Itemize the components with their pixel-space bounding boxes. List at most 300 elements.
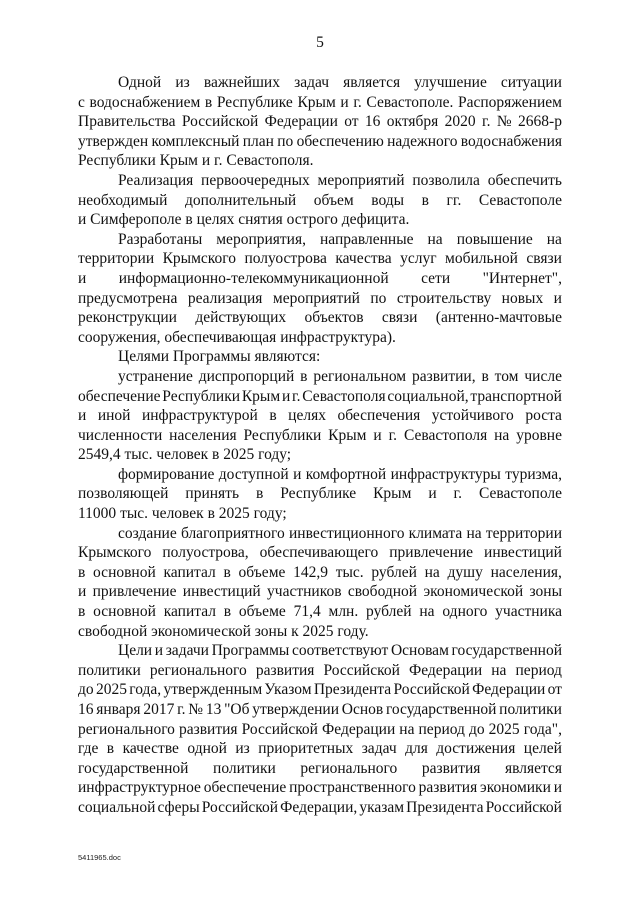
word: водоснабжением [89,93,201,111]
word: млн. [328,603,359,621]
word: реализация [187,289,263,307]
word: 71,4 [293,603,321,621]
word: Республики [78,152,160,170]
word: Одной [118,74,162,91]
word: основной [93,563,156,581]
word: Целями [118,348,173,366]
word: г. [353,93,362,111]
text-line [78,739,562,759]
word: года", [523,720,562,738]
word: задачи [165,642,209,660]
word: объектов [304,309,364,327]
word: диспропорций [198,367,295,385]
word: экономики [480,779,551,797]
word: связи [381,309,418,327]
word: и [154,642,164,660]
word: период [515,661,562,679]
word: дополнительный [184,191,297,209]
word: одной [187,740,227,758]
word: развития [255,661,315,679]
word: Федерации, [280,798,358,816]
word: рублей [366,603,412,621]
word: государственной [385,701,497,718]
word: предусмотрена [78,289,178,307]
text-line [78,641,562,661]
word: г. [482,113,491,131]
word: полуострова, [162,544,249,562]
word: Севастополе. [366,93,454,111]
text-line [78,308,562,328]
word: 2025 [488,720,520,738]
text-line [78,269,562,289]
word: 2025 [95,681,127,699]
text-line [78,778,562,798]
word: "Об [224,701,250,718]
word: Крым [297,93,336,111]
word: план [242,132,274,150]
word: улучшение [414,74,487,91]
text-line [78,171,562,191]
word: развития [421,759,481,777]
word: из [235,740,250,758]
word: Российской [241,720,318,738]
word: Разработаны [118,230,203,248]
word: инфраструктурой [141,407,258,425]
word: 2025 [218,505,254,523]
word: пространственного [289,779,416,797]
word: Севастополя [403,426,488,444]
word: на [427,230,443,248]
word: свободной [347,583,418,601]
word: 2025 [302,622,338,640]
word: Российской [485,798,562,816]
word: мероприятий [317,171,405,189]
text-line [78,700,562,720]
word: на [399,720,415,738]
word: тыс. [120,505,152,523]
word: политики [78,661,141,679]
word: Основам [390,642,449,660]
word: Основ [341,701,384,718]
text-line [78,563,562,583]
word: социальной [78,798,156,816]
word: ситуации [500,74,562,91]
word: Федерации [264,113,338,131]
word: сети [421,269,451,287]
word: человек [156,446,213,464]
word: информационно-телекоммуникационной [118,269,389,287]
word: и [340,93,349,111]
word: к [291,622,303,640]
word: на [466,524,482,542]
word: роста [525,407,562,425]
word: создание [118,524,177,542]
word: января [96,701,141,718]
word: утвержден [78,132,149,150]
word: иной [97,407,131,425]
text-line [78,191,562,211]
word: от [344,113,359,131]
word: населения, [490,563,562,581]
text-line [78,93,562,113]
word: г. [214,152,227,170]
word: 142,9 [293,563,328,581]
word: в [421,191,429,209]
text-line [78,73,562,93]
word: инфраструктурное [78,779,201,797]
word: Правительства [78,113,176,131]
word: Республике [280,485,357,503]
word: водоснабжения [460,132,562,150]
word: приоритетных [258,740,354,758]
word: принять [185,485,240,503]
word: Российской [201,798,279,816]
word: обеспечить [487,171,562,189]
word: является [504,759,562,777]
word: позволила [412,171,480,189]
text-line [78,112,562,132]
word: в [223,563,231,581]
word: с [78,93,85,111]
word: по [370,289,387,307]
word: по [277,132,294,150]
word: Реализация [118,171,194,189]
word: реконструкции [78,309,177,327]
word: благоприятного [180,524,285,542]
word: утвержденным [163,681,263,699]
word: рублей [371,563,417,581]
text-line [78,289,562,309]
word: задач [294,74,330,91]
word: из [175,74,190,91]
word: дефицита. [341,211,410,229]
word: Указом [264,681,312,699]
word: и [373,426,382,444]
word: территории [485,524,562,542]
word: обеспечивающего [259,544,379,562]
text-line [78,504,562,524]
word: в [204,93,213,111]
word: на [424,563,440,581]
word: Российской [323,661,400,679]
word: целях [196,211,239,229]
word: № [496,113,512,131]
word: развитии, [411,367,476,385]
text-line [78,151,562,171]
word: снятия [238,211,287,229]
text-line [78,582,562,602]
word: повышение [456,230,533,248]
word: в [78,603,86,621]
word: Программы [172,348,255,366]
word: надежного [387,132,458,150]
word: объеме [238,563,286,581]
word: развития [418,779,478,797]
text-line [78,387,562,407]
word: позволяющей [78,485,169,503]
word: и [293,465,302,483]
word: 16 [78,701,94,718]
document-filename: 5411965.doc [78,853,121,862]
text-line [78,680,562,700]
word: году. [337,622,369,640]
word: основной [93,603,156,621]
text-line [78,426,562,446]
word: государственной [78,759,189,777]
text-line [78,347,562,367]
word: свободной [78,622,152,640]
word: воды [371,191,405,209]
word: сферы [157,798,200,816]
word: комфортной [305,465,387,483]
word: мероприятия, [216,230,306,248]
word: Крымского [162,250,236,268]
word: г. [453,485,463,503]
text-line [78,132,562,152]
word: гг. [446,191,462,209]
word: капитал [163,563,216,581]
word: и [428,485,437,503]
word: и [78,583,87,601]
word: являются: [254,348,321,366]
word: Федерации [408,661,483,679]
text-line [78,367,562,387]
text-line [78,798,562,818]
text-line [78,759,562,779]
word: действующих [195,309,287,327]
word: числе [524,367,562,385]
word: Распоряжением [457,93,562,111]
text-line [78,230,562,250]
word: до [468,720,485,738]
word: зоны [254,622,292,640]
word: и [553,779,562,797]
word: связи [526,250,562,268]
word: где [78,740,99,758]
word: доступной [218,465,289,483]
word: качества [335,250,392,268]
word: на [491,661,507,679]
word: уровне [516,426,562,444]
word: Севастополе [478,485,562,503]
word: октября [386,113,439,131]
word: Севастополе [478,191,562,209]
word: Федерации [322,720,396,738]
word: населения [169,426,237,444]
word: г. [388,426,398,444]
word: участников [267,583,342,601]
word: обеспечивающая [164,328,281,346]
word: целей [523,740,562,758]
word: мобильной [445,250,518,268]
word: обеспечения [337,407,421,425]
word: объеме [238,603,286,621]
word: в [207,505,219,523]
word: Крым [373,485,412,503]
text-line [78,524,562,544]
word: до [78,681,94,699]
word: первоочередных [201,171,310,189]
word: 2025 [223,446,259,464]
word: в [481,367,489,385]
word: Российской [181,113,259,131]
word: и [553,289,562,307]
word: участника [495,603,562,621]
word: в [78,563,86,581]
word: строительству [396,289,492,307]
word: является [343,74,401,91]
word: 2017 [143,701,175,718]
word: туризма, [505,465,562,483]
text-line [78,602,562,622]
word: Крым [328,426,367,444]
word: в [106,740,115,758]
text-line [78,661,562,681]
word: задач [361,740,397,758]
text-line [78,210,562,230]
word: привлечение [92,583,177,601]
word: утверждении [252,701,340,718]
word: капитал [163,603,216,621]
word: Республики [243,426,322,444]
word: Президента [313,681,392,699]
word: период [418,720,465,738]
text-line [78,445,562,465]
word: 11000 [78,505,121,523]
word: государственной [451,642,562,660]
word: на [419,603,435,621]
word: указам [359,798,405,816]
word: Федерации [472,681,546,699]
word: человек [151,505,208,523]
word: 13 [205,701,222,718]
word: регионального [300,759,398,777]
word: социальной, [387,387,469,405]
word: и [281,387,291,405]
word: привлечение [389,544,474,562]
text-line [78,720,562,740]
word: формирование [118,465,215,483]
word: в [223,603,232,621]
word: важнейших [203,74,280,91]
word: Программы [211,642,290,660]
word: 16 [364,113,381,131]
word: года, [129,681,162,699]
word: в [269,407,277,425]
word: достижения [436,740,516,758]
word: сооружения, [78,328,165,346]
word: тыс. [124,446,157,464]
word: устранение [118,367,193,385]
word: экономической [151,622,255,640]
text-line [78,328,562,348]
word: тыс. [335,563,364,581]
word: на [546,230,562,248]
word: г. [292,387,301,405]
word: Севастополя [302,387,386,405]
word: в [185,211,197,229]
word: для [405,740,428,758]
word: полуострова [244,250,327,268]
word: 2668-р [518,113,562,131]
word: численности [78,426,163,444]
word: и [78,211,91,229]
word: Республике [216,93,293,111]
word: зоны [529,583,562,601]
word: душу [447,563,483,581]
word: Президента [406,798,484,816]
word: Симферополе [90,211,186,229]
word: инвестиционного [289,524,405,542]
word: соответствуют [291,642,389,660]
word: целях [288,407,326,425]
word: качестве [122,740,179,758]
word: одного [442,603,488,621]
word: экономической [423,583,524,601]
document-body [78,73,562,818]
word: году; [253,505,287,523]
word: на [494,426,510,444]
word: развития [178,720,238,738]
word: необходимый [78,191,168,209]
word: в [255,485,264,503]
text-line [78,249,562,269]
word: от [547,681,562,699]
word: региональном [313,367,407,385]
word: г. [177,701,186,718]
word: мероприятий [272,289,360,307]
word: направленные [319,230,414,248]
word: устойчивого [431,407,514,425]
word: инвестиций [182,583,261,601]
text-line [78,622,562,642]
word: комплексный [151,132,240,150]
word: Российской [393,681,470,699]
word: (антенно-мачтовые [435,309,562,327]
word: климата [408,524,463,542]
word: регионального [78,720,175,738]
word: 2549,4 [78,446,125,464]
text-line [78,465,562,485]
word: Крым [159,152,202,170]
word: обеспечению [296,132,384,150]
word: инвестиций [484,544,562,562]
word: и [78,407,87,425]
word: Республики [162,387,241,405]
word: транспортной [470,387,562,405]
text-line [78,484,562,504]
word: острого [286,211,342,229]
word: Крым [241,387,281,405]
word: в [212,446,224,464]
word: году; [258,446,292,464]
word: инфраструктуры [390,465,501,483]
word: политики [213,759,276,777]
word: Крымского [78,544,152,562]
word: 2020 [444,113,476,131]
text-line [78,543,562,563]
word: услуг [400,250,437,268]
word: № [188,701,204,718]
word: том [494,367,519,385]
word: "Интернет", [482,269,562,287]
word: обеспечение [78,387,161,405]
page-number: 5 [316,34,324,51]
word: Цели [118,642,153,660]
word: и [201,152,214,170]
word: Севастополя. [226,152,314,170]
word: новых [501,289,544,307]
